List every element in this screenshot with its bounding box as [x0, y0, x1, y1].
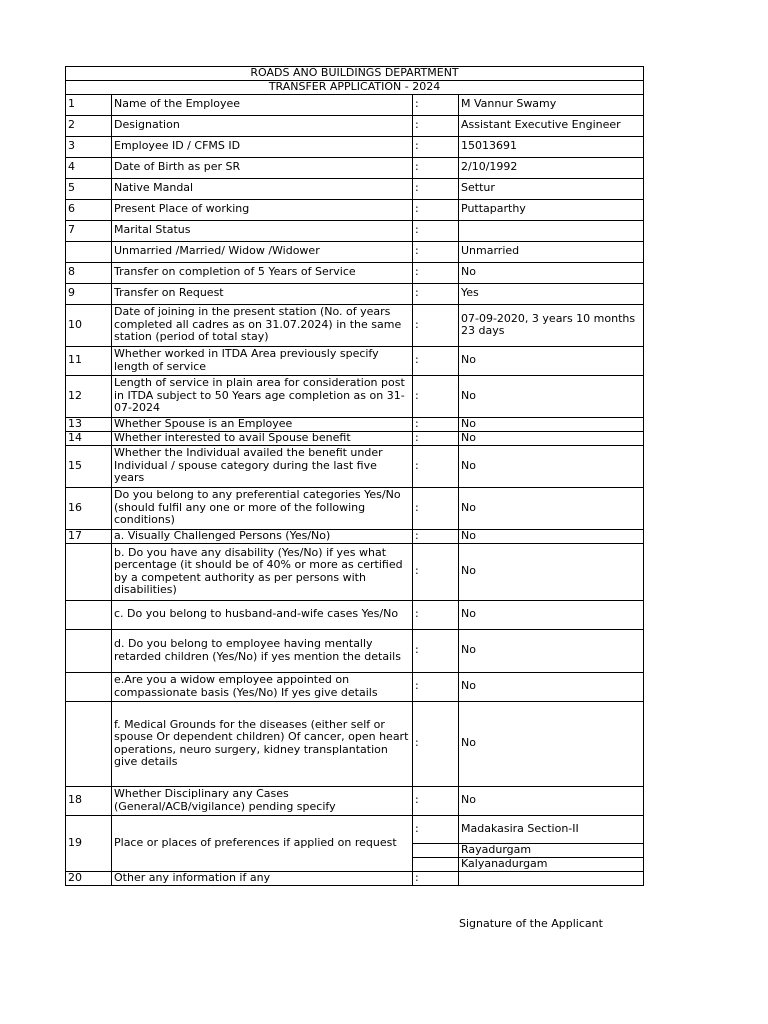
row-number: 14: [66, 431, 112, 445]
field-label: d. Do you belong to employee having mentally retarded children (Yes/No) if yes mention the details: [112, 629, 413, 672]
field-label: Whether interested to avail Spouse benefit: [112, 431, 413, 445]
field-separator: :: [413, 815, 459, 843]
field-label: Do you belong to any preferential categories Yes/No (should fulfil any one or more of the following conditions): [112, 487, 413, 529]
form-row: [66, 417, 644, 431]
field-separator: :: [413, 136, 459, 157]
transfer-application-form: [65, 66, 644, 886]
field-value: Yes: [459, 283, 644, 304]
field-separator: :: [413, 417, 459, 431]
field-label: Date of Birth as per SR: [112, 157, 413, 178]
row-number: 2: [66, 115, 112, 136]
field-label: Length of service in plain area for consideration post in ITDA subject to 50 Years age completion as on 31-07-2024: [112, 375, 413, 417]
field-label: e.Are you a widow employee appointed on compassionate basis (Yes/No) If yes give details: [112, 672, 413, 701]
form-row: [66, 115, 644, 136]
field-label: a. Visually Challenged Persons (Yes/No): [112, 529, 413, 543]
row-number: [66, 241, 112, 262]
field-label: b. Do you have any disability (Yes/No) if yes what percentage (it should be of 40% or more as certified by a competent authority as per persons with disabilities): [112, 543, 413, 600]
field-separator: :: [413, 871, 459, 885]
form-row: [66, 431, 644, 445]
form-row: [66, 157, 644, 178]
field-value: No: [459, 445, 644, 487]
field-separator: :: [413, 241, 459, 262]
form-row: [66, 178, 644, 199]
field-separator: :: [413, 220, 459, 241]
row-number: 18: [66, 786, 112, 815]
field-separator: :: [413, 304, 459, 346]
form-row: [66, 445, 644, 487]
form-row: [66, 283, 644, 304]
field-label: Employee ID / CFMS ID: [112, 136, 413, 157]
field-separator: :: [413, 786, 459, 815]
field-separator: :: [413, 529, 459, 543]
field-separator: [413, 843, 459, 857]
field-value: Puttaparthy: [459, 199, 644, 220]
field-value: No: [459, 346, 644, 375]
field-value: Unmarried: [459, 241, 644, 262]
field-separator: :: [413, 445, 459, 487]
form-row: [66, 786, 644, 815]
field-separator: :: [413, 262, 459, 283]
row-number: 19: [66, 815, 112, 871]
field-separator: :: [413, 543, 459, 600]
department-heading: ROADS ANO BUILDINGS DEPARTMENT: [66, 67, 644, 81]
row-number: [66, 600, 112, 629]
field-separator: :: [413, 199, 459, 220]
field-separator: :: [413, 600, 459, 629]
row-number: [66, 629, 112, 672]
form-row: [66, 543, 644, 600]
field-label: Designation: [112, 115, 413, 136]
form-row: [66, 199, 644, 220]
field-value: No: [459, 262, 644, 283]
row-number: 9: [66, 283, 112, 304]
field-value: No: [459, 529, 644, 543]
form-row: [66, 701, 644, 786]
row-number: 5: [66, 178, 112, 199]
field-separator: :: [413, 178, 459, 199]
field-separator: :: [413, 375, 459, 417]
field-separator: :: [413, 157, 459, 178]
field-separator: :: [413, 431, 459, 445]
field-separator: :: [413, 701, 459, 786]
row-number: 4: [66, 157, 112, 178]
row-number: 13: [66, 417, 112, 431]
field-separator: [413, 857, 459, 871]
field-value: No: [459, 431, 644, 445]
row-number: 12: [66, 375, 112, 417]
header-department-row: [66, 67, 644, 81]
row-number: [66, 543, 112, 600]
field-label: Transfer on completion of 5 Years of Service: [112, 262, 413, 283]
field-label: Transfer on Request: [112, 283, 413, 304]
field-value: [459, 871, 644, 885]
row-number: [66, 672, 112, 701]
field-label: Date of joining in the present station (No. of years completed all cadres as on 31.07.2024) in the same station (period of total stay): [112, 304, 413, 346]
preference-value: Madakasira Section-II: [459, 815, 644, 843]
field-value: 15013691: [459, 136, 644, 157]
form-row: [66, 262, 644, 283]
row-number: 11: [66, 346, 112, 375]
form-row: [66, 487, 644, 529]
form-row: [66, 529, 644, 543]
row-number: 20: [66, 871, 112, 885]
field-label: Place or places of preferences if applied on request: [112, 815, 413, 871]
row-number: 10: [66, 304, 112, 346]
row-number: 3: [66, 136, 112, 157]
row-number: 15: [66, 445, 112, 487]
header-title-row: [66, 80, 644, 94]
field-value: No: [459, 786, 644, 815]
field-value: 2/10/1992: [459, 157, 644, 178]
field-separator: :: [413, 629, 459, 672]
field-separator: :: [413, 94, 459, 115]
field-value: M Vannur Swamy: [459, 94, 644, 115]
preference-value: Rayadurgam: [459, 843, 644, 857]
field-separator: :: [413, 346, 459, 375]
field-value: No: [459, 629, 644, 672]
form-row: [66, 136, 644, 157]
row-number: [66, 701, 112, 786]
field-value: No: [459, 701, 644, 786]
row-number: 16: [66, 487, 112, 529]
field-value: 07-09-2020, 3 years 10 months 23 days: [459, 304, 644, 346]
field-value: No: [459, 375, 644, 417]
preference-value: Kalyanadurgam: [459, 857, 644, 871]
field-separator: :: [413, 283, 459, 304]
form-row: [66, 220, 644, 241]
row-number: 17: [66, 529, 112, 543]
form-row: [66, 672, 644, 701]
field-value: No: [459, 543, 644, 600]
field-label: Whether Spouse is an Employee: [112, 417, 413, 431]
row-number: 7: [66, 220, 112, 241]
field-label: f. Medical Grounds for the diseases (either self or spouse Or dependent children) Of cancer, open heart operations, neuro surgery, kidney transplantation give details: [112, 701, 413, 786]
field-value: No: [459, 487, 644, 529]
field-label: c. Do you belong to husband-and-wife cases Yes/No: [112, 600, 413, 629]
preference-row: [66, 815, 644, 843]
field-label: Marital Status: [112, 220, 413, 241]
row-number: 1: [66, 94, 112, 115]
field-separator: :: [413, 487, 459, 529]
form-row: [66, 346, 644, 375]
applicant-signature-label: Signature of the Applicant: [459, 917, 603, 930]
row-number: 8: [66, 262, 112, 283]
field-value: Assistant Executive Engineer: [459, 115, 644, 136]
form-row: [66, 94, 644, 115]
field-value: No: [459, 672, 644, 701]
field-label: Unmarried /Married/ Widow /Widower: [112, 241, 413, 262]
field-label: Other any information if any: [112, 871, 413, 885]
form-row: [66, 600, 644, 629]
field-label: Whether Disciplinary any Cases (General/ACB/vigilance) pending specify: [112, 786, 413, 815]
form-row: [66, 871, 644, 885]
form-row: [66, 241, 644, 262]
field-label: Native Mandal: [112, 178, 413, 199]
form-row: [66, 304, 644, 346]
field-separator: :: [413, 672, 459, 701]
form-row: [66, 629, 644, 672]
field-value: No: [459, 417, 644, 431]
field-value: No: [459, 600, 644, 629]
field-label: Name of the Employee: [112, 94, 413, 115]
field-label: Whether the Individual availed the benefit under Individual / spouse category during the last five years: [112, 445, 413, 487]
field-separator: :: [413, 115, 459, 136]
field-label: Whether worked in ITDA Area previously specify length of service: [112, 346, 413, 375]
row-number: 6: [66, 199, 112, 220]
form-title: TRANSFER APPLICATION - 2024: [66, 80, 644, 94]
field-value: Settur: [459, 178, 644, 199]
form-row: [66, 375, 644, 417]
field-label: Present Place of working: [112, 199, 413, 220]
field-value: [459, 220, 644, 241]
